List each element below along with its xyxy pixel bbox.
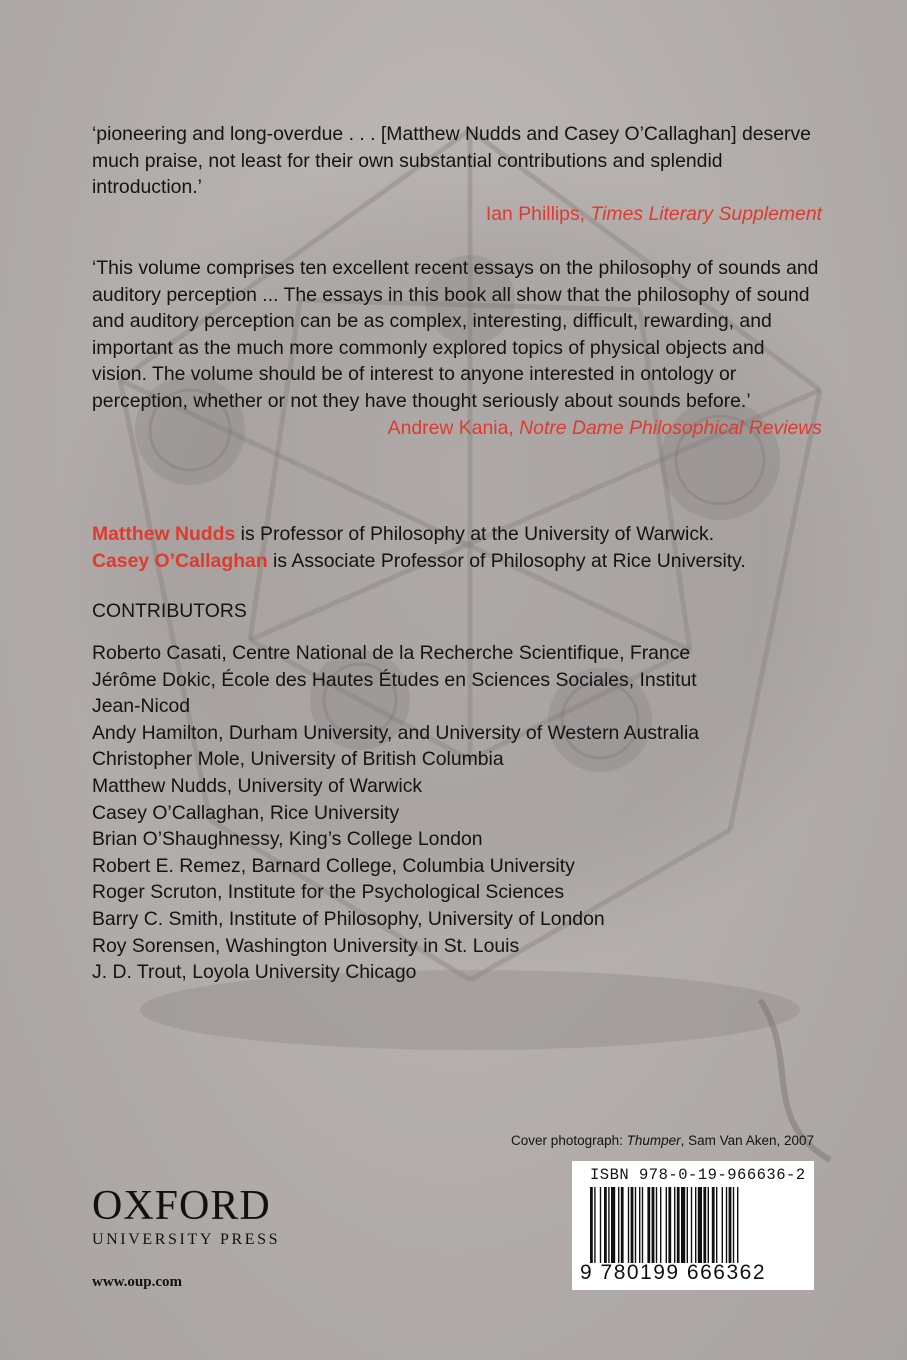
barcode-bar (677, 1187, 680, 1263)
barcode-bar (590, 1187, 593, 1263)
barcode-bar (726, 1187, 727, 1263)
contributor-item: Christopher Mole, University of British Columbia (92, 748, 504, 771)
review-notre-dame (92, 255, 822, 441)
barcode-bar (604, 1187, 607, 1263)
barcode-bar (631, 1187, 634, 1263)
review-attribution (92, 415, 822, 442)
contributors-list (92, 640, 822, 986)
editor-bio (92, 521, 852, 548)
publisher-logo (92, 1185, 280, 1249)
barcode-bar (691, 1187, 692, 1263)
contributor-item: Roger Scruton, Institute for the Psychological Sciences (92, 881, 565, 904)
credit-suffix: , Sam Van Aken, 2007 (680, 1133, 814, 1148)
barcode-bar (733, 1187, 734, 1263)
barcode-bar (668, 1187, 671, 1263)
barcode-bar (642, 1187, 643, 1263)
contributor-item: Casey O’Callaghan, Rice University (92, 801, 400, 824)
cover-photo-credit (511, 1133, 814, 1148)
review-quote: ‘pioneering and long-overdue . . . [Matthew Nudds and Casey O’Callaghan] deserve much praise, not least for their own substantial contributions and splendid introduction.’ (92, 123, 811, 199)
publisher-url[interactable]: www.oup.com (92, 1274, 183, 1290)
editor-description: is Associate Professor of Philosophy at Rice University. (267, 549, 746, 572)
contributor-item: Brian O’Shaughnessy, King’s College London (92, 828, 483, 851)
barcode-bar (618, 1187, 619, 1263)
editor-name: Matthew Nudds (92, 523, 236, 545)
barcode-bars (590, 1187, 796, 1263)
barcode-bar (716, 1187, 717, 1263)
barcode-bar (621, 1187, 624, 1263)
isbn-barcode (572, 1161, 814, 1290)
barcode-bar (698, 1187, 702, 1263)
barcode-bar (660, 1187, 661, 1263)
contributor-item: Barry C. Smith, Institute of Philosophy, University of London (92, 907, 605, 930)
contributor-item: Roy Sorensen, Washington University in St. Louis (92, 934, 520, 957)
review-times-literary-supplement (92, 121, 822, 227)
barcode-bar (712, 1187, 715, 1263)
review-attribution (92, 201, 822, 228)
review-source: Notre Dame Philosophical Reviews (519, 416, 822, 439)
barcode-bar (695, 1187, 696, 1263)
barcode-bar (666, 1187, 667, 1263)
barcode-bar (652, 1187, 655, 1263)
barcode-bar (628, 1187, 629, 1263)
editor-description: is Professor of Philosophy at the University of Warwick. (235, 523, 715, 545)
contributor-item: Matthew Nudds, University of Warwick (92, 774, 423, 797)
barcode-bar (703, 1187, 706, 1263)
barcode-bar (639, 1187, 640, 1263)
contributor-item: Jérôme Dokic, École des Hautes Études en Sciences Sociales, Institut (92, 668, 697, 691)
contributors-heading: CONTRIBUTORS (92, 600, 247, 622)
isbn-digits: 9 780199 666362 (580, 1261, 766, 1284)
barcode-bar (600, 1187, 601, 1263)
barcode-bar (737, 1187, 738, 1263)
editor-name: Casey O’Callaghan (92, 549, 268, 572)
contributor-item: Robert E. Remez, Barnard College, Columbia University (92, 854, 575, 877)
contributor-item: Roberto Casati, Centre National de la Recherche Scientifique, France (92, 642, 691, 664)
review-quote: ‘This volume comprises ten excellent recent essays on the philosophy of sounds and auditory perception ... The essays in this book all show that the philosophy of sound and auditory perception can be as complex, interesting, difficult, rewarding, and important as the much more commonly explored topics of physical objects and vision. The volume should be of interest to anyone interested in ontology or perception, whether or not they have thought seriously about sounds before.’ (92, 257, 819, 412)
barcode-bar (722, 1187, 723, 1263)
barcode-bar (656, 1187, 657, 1263)
review-author: Andrew Kania, (387, 416, 514, 439)
publisher-subtitle: UNIVERSITY PRESS (92, 1231, 281, 1248)
barcode-bar (681, 1187, 685, 1263)
barcode-bar (611, 1187, 615, 1263)
barcode-bar (635, 1187, 636, 1263)
barcode-bar (687, 1187, 688, 1263)
review-source: Times Literary Supplement (590, 202, 822, 225)
review-author: Ian Phillips, (485, 202, 586, 225)
credit-title: Thumper (626, 1133, 681, 1148)
editor-bio (92, 548, 852, 575)
barcode-bar (594, 1187, 595, 1263)
barcode-bar (608, 1187, 609, 1263)
barcode-bar (674, 1187, 675, 1263)
barcode-bar (708, 1187, 709, 1263)
credit-prefix: Cover photograph: (511, 1133, 627, 1148)
barcode-bar (729, 1187, 732, 1263)
isbn-label: ISBN 978-0-19-966636-2 (590, 1166, 806, 1184)
contributor-item: Andy Hamilton, Durham University, and University of Western Australia (92, 721, 700, 744)
barcode-bar (647, 1187, 650, 1263)
publisher-name: OXFORD (92, 1183, 271, 1229)
contributor-item: Jean-Nicod (92, 695, 191, 718)
editors-bios (92, 521, 852, 574)
contributor-item: J. D. Trout, Loyola University Chicago (92, 961, 417, 984)
